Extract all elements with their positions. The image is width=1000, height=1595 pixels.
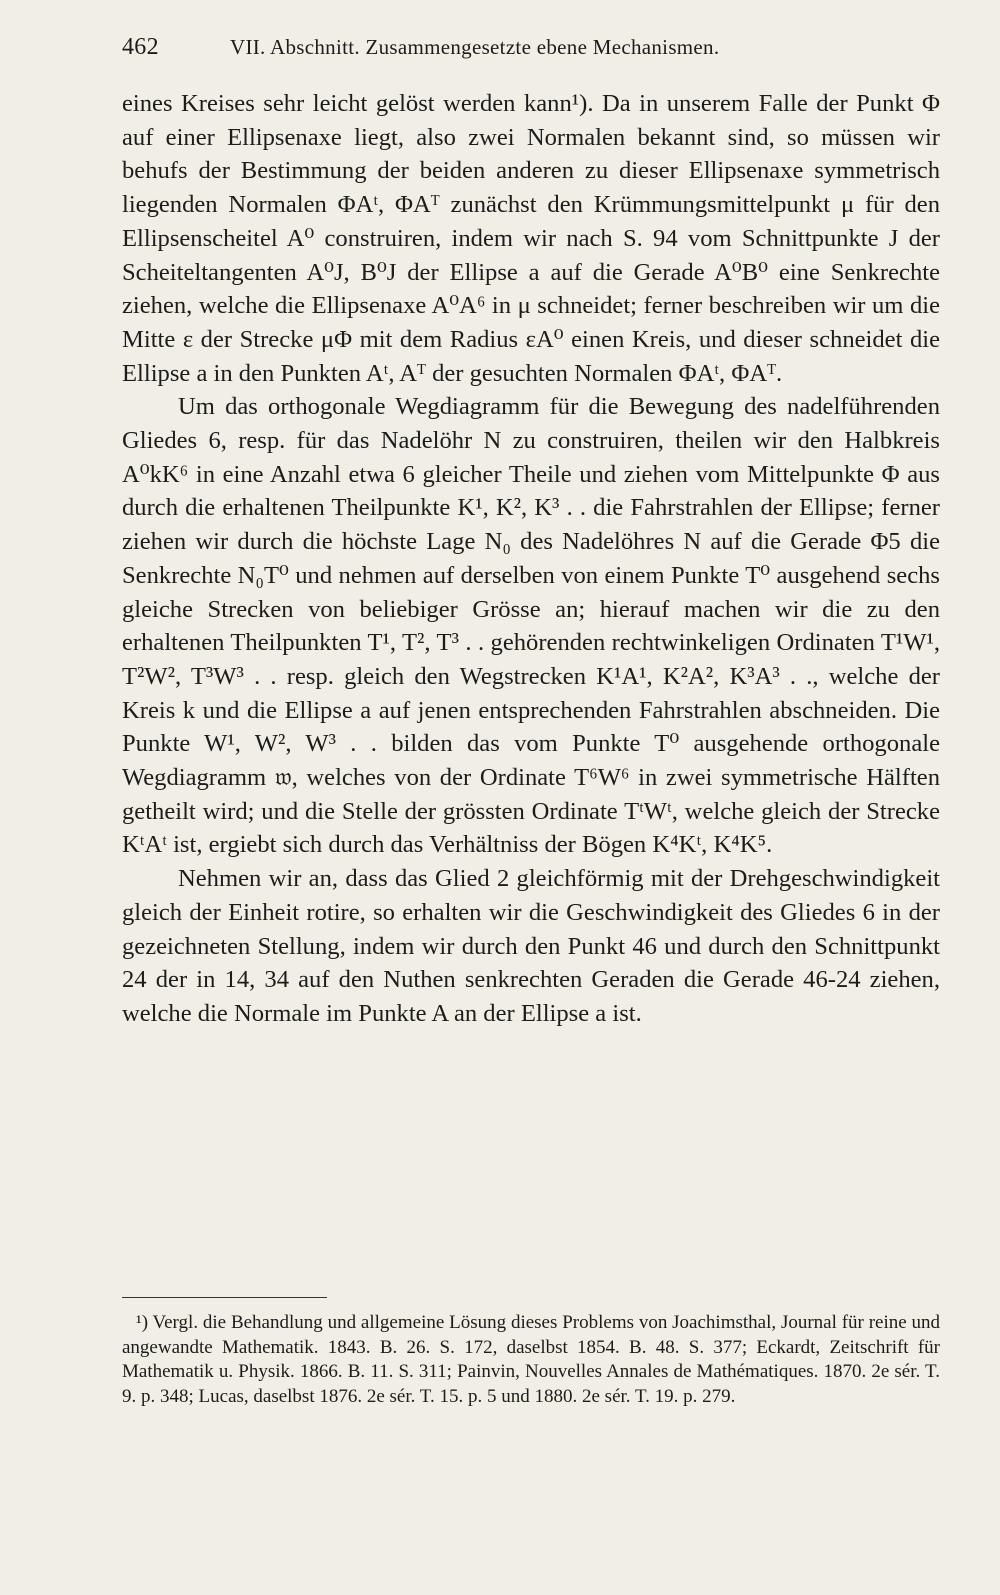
page-number: 462 <box>122 34 159 60</box>
paragraph-1: eines Kreises sehr leicht gelöst werden kann¹). Da in unserem Falle der Punkt Φ auf einer Ellipsenaxe liegt, also zwei Normalen bekannt sind, so müssen wir behufs der Bestimmung der beiden anderen zu dieser Ellipsenaxe symmetrisch liegenden Normalen ΦAᵗ, ΦAᵀ zunächst den Krümmungsmittelpunkt μ für den Ellipsenscheitel A⁰ construiren, indem wir nach S. 94 vom Schnittpunkte J der Scheiteltangenten A⁰J, B⁰J der Ellipse a auf die Gerade A⁰B⁰ eine Senkrechte ziehen, welche die Ellipsenaxe A⁰A⁶ in μ schneidet; ferner beschreiben wir um die Mitte ε der Strecke μΦ mit dem Radius εA⁰ einen Kreis, und dieser schneidet die Ellipse a in den Punkten Aᵗ, Aᵀ der gesuchten Normalen ΦAᵗ, ΦAᵀ. <box>122 90 940 387</box>
paragraph-3: Nehmen wir an, dass das Glied 2 gleichförmig mit der Drehgeschwindigkeit gleich der Einheit rotire, so erhalten wir die Geschwindigkeit des Gliedes 6 in der gezeichneten Stellung, indem wir durch den Punkt 46 und durch den Schnittpunkt 24 der in 14, 34 auf den Nuthen senkrechten Geraden die Gerade 46-24 ziehen, welche die Normale im Punkte A an der Ellipse a ist. <box>122 865 940 1027</box>
paragraph-2: Um das orthogonale Wegdiagramm für die Bewegung des nadelführenden Gliedes 6, resp. für das Nadelöhr N zu construiren, theilen wir den Halbkreis A⁰kK⁶ in eine Anzahl etwa 6 gleicher Theile und ziehen vom Mittelpunkte Φ aus durch die erhaltenen Theilpunkte K¹, K², K³ . . die Fahrstrahlen der Ellipse; ferner ziehen wir durch die höchste Lage N₀ des Nadelöhres N auf die Gerade Φ5 die Senkrechte N₀T⁰ und nehmen auf derselben von einem Punkte T⁰ ausgehend sechs gleiche Strecken von beliebiger Grösse an; hierauf machen wir die zu den erhaltenen Theilpunkten T¹, T², T³ . . gehörenden rechtwinkeligen Ordinaten T¹W¹, T²W², T³W³ . . resp. gleich den Wegstrecken K¹A¹, K²A², K³A³ . ., welche der Kreis k und die Ellipse a auf jenen entsprechenden Fahrstrahlen abschneiden. Die Punkte W¹, W², W³ . . bilden das vom Punkte T⁰ ausgehende orthogonale Wegdiagramm 𝔴, welches von der Ordinate T⁶W⁶ in zwei symmetrische Hälften getheilt wird; und die Stelle der grössten Ordinate TᵗWᵗ, welche gleich der Strecke KᵗAᵗ ist, ergiebt sich durch das Verhältniss der Bögen K⁴Kᵗ, K⁴K⁵. <box>122 393 940 859</box>
main-text <box>122 87 940 1031</box>
footnote-rule <box>122 1297 327 1298</box>
running-title: VII. Abschnitt. Zusammengesetzte ebene Mechanismen. <box>230 35 720 59</box>
footnote <box>122 1311 940 1409</box>
footnote-text: ¹) Vergl. die Behandlung und allgemeine Lösung dieses Problems von Joachimsthal, Journal für reine und angewandte Mathematik. 1843. B. 26. S. 172, daselbst 1854. B. 48. S. 377; Eckardt, Zeitschrift für Mathematik u. Physik. 1866. B. 11. S. 311; Painvin, Nouvelles Annales de Mathématiques. 1870. 2e sér. T. 9. p. 348; Lucas, daselbst 1876. 2e sér. T. 15. p. 5 und 1880. 2e sér. T. 19. p. 279. <box>122 1312 940 1407</box>
running-header <box>122 34 942 61</box>
